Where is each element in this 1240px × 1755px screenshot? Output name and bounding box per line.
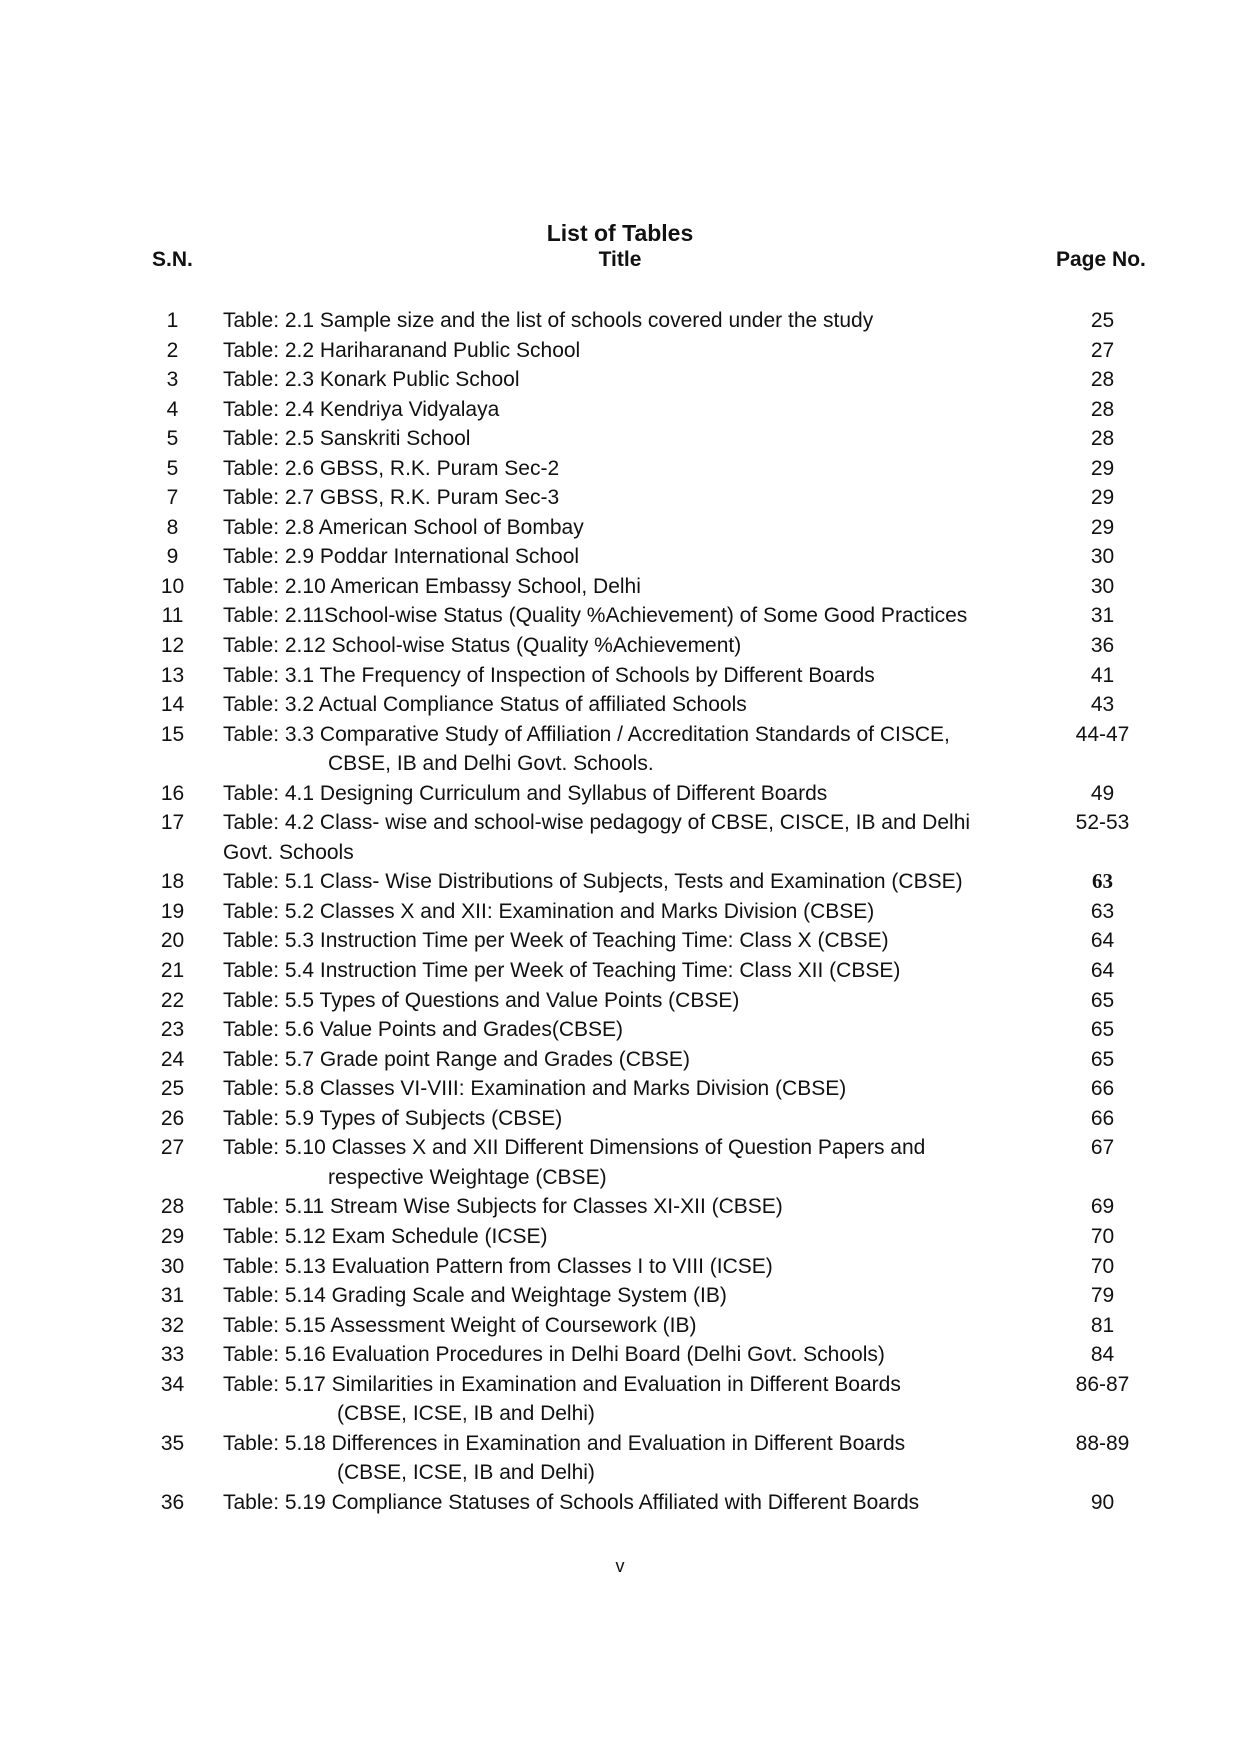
row-page-number: 36	[1090, 634, 1115, 658]
row-serial-number: 13	[160, 663, 185, 687]
row-title-line: Table: 4.2 Class- wise and school-wise pedagogy of CBSE, CISCE, IB and Delhi	[223, 811, 971, 835]
row-serial-number: 32	[160, 1313, 185, 1337]
row-title-line: Table: 2.3 Konark Public School	[223, 368, 520, 392]
row-serial-number: 4	[166, 397, 179, 421]
row-page-number: 29	[1090, 515, 1115, 539]
row-title-line: Table: 2.1 Sample size and the list of schools covered under the study	[223, 309, 874, 332]
row-page-number: 90	[1090, 1490, 1115, 1514]
list-item	[0, 779, 1240, 809]
row-title-line: Table: 4.1 Designing Curriculum and Syllabus of Different Boards	[223, 781, 828, 805]
row-serial-number: 36	[160, 1490, 185, 1514]
row-title	[223, 690, 1023, 720]
row-title-line: (CBSE, ICSE, IB and Delhi)	[337, 1402, 595, 1426]
row-title-line: respective Weightage (CBSE)	[328, 1165, 607, 1189]
row-title	[223, 779, 1023, 809]
row-title-line: Table: 2.12 School-wise Status (Quality %Achievement)	[223, 634, 742, 658]
list-item	[0, 395, 1240, 425]
list-item	[0, 513, 1240, 543]
row-page-number: 66	[1090, 1106, 1115, 1130]
row-serial-number: 16	[160, 781, 185, 805]
list-item	[0, 1252, 1240, 1282]
row-serial-number: 15	[160, 722, 185, 746]
row-serial-number: 5	[166, 456, 179, 480]
row-title	[223, 661, 1023, 691]
row-page-number: 44-47	[1075, 722, 1130, 746]
row-page-number: 67	[1090, 1136, 1115, 1160]
page-title: List of Tables	[546, 220, 694, 246]
row-serial-number: 21	[160, 959, 185, 983]
row-title-line: Table: 5.5 Types of Questions and Value Points (CBSE)	[223, 988, 740, 1012]
list-item	[0, 986, 1240, 1016]
list-item	[0, 572, 1240, 602]
row-title-line: Table: 2.6 GBSS, R.K. Puram Sec-2	[223, 456, 560, 480]
list-item	[0, 483, 1240, 513]
row-serial-number: 31	[160, 1284, 185, 1308]
row-title	[223, 336, 1023, 366]
list-item	[0, 1429, 1240, 1488]
row-page-number: 63	[1090, 899, 1115, 923]
row-title-line: Table: 5.12 Exam Schedule (ICSE)	[223, 1224, 548, 1248]
row-title-line: Table: 5.7 Grade point Range and Grades (CBSE)	[223, 1047, 690, 1071]
row-serial-number: 29	[160, 1224, 185, 1248]
list-item	[0, 1192, 1240, 1222]
row-title-line: Table: 5.17 Similarities in Examination and Evaluation in Different Boards	[223, 1372, 901, 1396]
row-page-number: 30	[1090, 574, 1115, 598]
row-title-line: Table: 3.2 Actual Compliance Status of affiliated Schools	[223, 693, 747, 717]
list-item	[0, 424, 1240, 454]
list-item	[0, 365, 1240, 395]
row-title-line: Table: 5.18 Differences in Examination and Evaluation in Different Boards	[223, 1431, 906, 1455]
row-title-line: CBSE, IB and Delhi Govt. Schools.	[328, 752, 654, 776]
list-item	[0, 956, 1240, 986]
row-title	[223, 601, 1023, 631]
row-serial-number: 19	[160, 899, 185, 923]
row-serial-number: 22	[160, 988, 185, 1012]
row-title-line: Table: 5.19 Compliance Statuses of Schools Affiliated with Different Boards	[223, 1490, 920, 1514]
column-header-title: Title	[598, 248, 642, 271]
row-page-number: 86-87	[1075, 1372, 1130, 1396]
row-page-number: 70	[1090, 1254, 1115, 1278]
column-header-sn: S.N.	[152, 248, 193, 271]
list-item	[0, 542, 1240, 572]
row-page-number: 84	[1090, 1343, 1115, 1367]
row-page-number: 66	[1090, 1077, 1115, 1101]
row-title	[223, 1340, 1023, 1370]
row-title-line: Table: 2.9 Poddar International School	[223, 545, 580, 569]
row-serial-number: 8	[166, 515, 179, 539]
row-page-number: 79	[1090, 1284, 1115, 1308]
row-title-line: Table: 5.9 Types of Subjects (CBSE)	[223, 1106, 563, 1130]
row-serial-number: 30	[160, 1254, 185, 1278]
row-title	[223, 424, 1023, 454]
column-header-page: Page No.	[1056, 248, 1146, 271]
row-title-line: Table: 2.8 American School of Bombay	[223, 515, 584, 539]
row-serial-number: 23	[160, 1018, 185, 1042]
row-title	[223, 720, 1023, 779]
row-title-line: Table: 2.10 American Embassy School, Delhi	[223, 574, 641, 598]
row-page-number: 28	[1090, 427, 1115, 451]
row-page-number: 25	[1090, 309, 1115, 332]
row-serial-number: 17	[160, 811, 185, 835]
row-page-number: 81	[1090, 1313, 1115, 1337]
row-title	[223, 513, 1023, 543]
row-title-line: Table: 5.4 Instruction Time per Week of Teaching Time: Class XII (CBSE)	[223, 959, 901, 983]
row-serial-number: 9	[166, 545, 179, 569]
row-title	[223, 1429, 1023, 1488]
row-serial-number: 33	[160, 1343, 185, 1367]
list-item	[0, 631, 1240, 661]
row-serial-number: 12	[160, 634, 185, 658]
row-page-number: 64	[1090, 959, 1115, 983]
row-title	[223, 365, 1023, 395]
row-title	[223, 395, 1023, 425]
list-item	[0, 1340, 1240, 1370]
list-item	[0, 1045, 1240, 1075]
row-page-number: 29	[1090, 486, 1115, 510]
list-item	[0, 1370, 1240, 1429]
row-serial-number: 20	[160, 929, 185, 953]
row-title-line: Govt. Schools	[223, 840, 354, 864]
row-title-line: Table: 5.1 Class- Wise Distributions of Subjects, Tests and Examination (CBSE)	[223, 870, 963, 894]
row-title	[223, 1192, 1023, 1222]
row-serial-number: 7	[166, 486, 179, 510]
row-serial-number: 3	[166, 368, 179, 392]
list-item	[0, 1311, 1240, 1341]
row-serial-number: 34	[160, 1372, 185, 1396]
row-title-line: Table: 3.3 Comparative Study of Affiliation / Accreditation Standards of CISCE,	[223, 722, 950, 746]
row-serial-number: 14	[160, 693, 185, 717]
row-page-number: 70	[1090, 1224, 1115, 1248]
list-item	[0, 1281, 1240, 1311]
list-item	[0, 1133, 1240, 1192]
row-title	[223, 631, 1023, 661]
row-title	[223, 867, 1023, 897]
list-item	[0, 1015, 1240, 1045]
list-item	[0, 1222, 1240, 1252]
row-page-number: 31	[1090, 604, 1115, 628]
row-serial-number: 18	[160, 870, 185, 894]
list-item	[0, 661, 1240, 691]
row-title	[223, 1311, 1023, 1341]
row-page-number: 41	[1090, 663, 1115, 687]
row-title	[223, 1370, 1023, 1429]
row-serial-number: 28	[160, 1195, 185, 1219]
list-item	[0, 601, 1240, 631]
row-title-line: Table: 5.3 Instruction Time per Week of Teaching Time: Class X (CBSE)	[223, 929, 889, 953]
row-title	[223, 1252, 1023, 1282]
row-page-number: 27	[1090, 338, 1115, 362]
row-page-number: 52-53	[1075, 811, 1130, 835]
row-title	[223, 1281, 1023, 1311]
row-title	[223, 572, 1023, 602]
row-serial-number: 27	[160, 1136, 185, 1160]
row-title-line: Table: 5.6 Value Points and Grades(CBSE)	[223, 1018, 623, 1042]
row-title	[223, 542, 1023, 572]
row-page-number: 43	[1090, 693, 1115, 717]
row-page-number: 64	[1090, 929, 1115, 953]
row-page-number: 63	[1092, 869, 1113, 894]
row-title	[223, 1045, 1023, 1075]
row-title	[223, 986, 1023, 1016]
footer-page-number: v	[615, 1556, 625, 1576]
row-serial-number: 10	[160, 574, 185, 598]
row-title-line: Table: 5.13 Evaluation Pattern from Classes I to VIII (ICSE)	[223, 1254, 773, 1278]
row-page-number: 29	[1090, 456, 1115, 480]
row-serial-number: 2	[166, 338, 179, 362]
row-title	[223, 306, 1023, 336]
row-title	[223, 897, 1023, 927]
row-page-number: 65	[1090, 1047, 1115, 1071]
row-title	[223, 1222, 1023, 1252]
row-title	[223, 454, 1023, 484]
row-title	[223, 808, 1023, 867]
list-item	[0, 926, 1240, 956]
row-serial-number: 25	[160, 1077, 185, 1101]
list-item	[0, 1488, 1240, 1518]
row-title-line: Table: 2.7 GBSS, R.K. Puram Sec-3	[223, 486, 560, 510]
row-title-line: Table: 5.15 Assessment Weight of Coursework (IB)	[223, 1313, 697, 1337]
row-serial-number: 26	[160, 1106, 185, 1130]
row-title	[223, 1074, 1023, 1104]
row-serial-number: 35	[160, 1431, 185, 1455]
list-item	[0, 690, 1240, 720]
row-serial-number: 24	[160, 1047, 185, 1071]
list-item	[0, 897, 1240, 927]
row-title	[223, 483, 1023, 513]
row-serial-number: 5	[166, 427, 179, 451]
row-title-line: Table: 2.11School-wise Status (Quality %Achievement) of Some Good Practices	[223, 604, 968, 628]
list-item	[0, 1074, 1240, 1104]
row-title	[223, 956, 1023, 986]
row-page-number: 69	[1090, 1195, 1115, 1219]
row-page-number: 88-89	[1075, 1431, 1130, 1455]
row-title	[223, 1104, 1023, 1134]
row-title	[223, 926, 1023, 956]
row-title-line: Table: 5.10 Classes X and XII Different Dimensions of Question Papers and	[223, 1136, 926, 1160]
row-title-line: Table: 3.1 The Frequency of Inspection of Schools by Different Boards	[223, 663, 875, 687]
row-title-line: Table: 5.8 Classes VI-VIII: Examination and Marks Division (CBSE)	[223, 1077, 847, 1101]
list-item	[0, 867, 1240, 897]
row-title-line: Table: 5.11 Stream Wise Subjects for Classes XI-XII (CBSE)	[223, 1195, 783, 1219]
row-page-number: 28	[1090, 397, 1115, 421]
row-serial-number: 11	[161, 604, 184, 628]
list-item	[0, 1104, 1240, 1134]
column-header-row	[0, 248, 1240, 278]
row-page-number: 28	[1090, 368, 1115, 392]
row-title-line: Table: 5.14 Grading Scale and Weightage System (IB)	[223, 1284, 727, 1308]
table-list	[0, 306, 1240, 1517]
list-item	[0, 306, 1240, 336]
row-title-line: Table: 5.16 Evaluation Procedures in Delhi Board (Delhi Govt. Schools)	[223, 1343, 885, 1367]
row-serial-number: 1	[166, 309, 179, 332]
row-title-line: (CBSE, ICSE, IB and Delhi)	[337, 1461, 595, 1485]
list-item	[0, 720, 1240, 779]
row-page-number: 65	[1090, 988, 1115, 1012]
row-page-number: 30	[1090, 545, 1115, 569]
row-title	[223, 1015, 1023, 1045]
row-title-line: Table: 2.5 Sanskriti School	[223, 427, 471, 451]
row-title-line: Table: 2.2 Hariharanand Public School	[223, 338, 581, 362]
list-item	[0, 454, 1240, 484]
row-title	[223, 1488, 1023, 1518]
list-item	[0, 808, 1240, 867]
list-item	[0, 336, 1240, 366]
row-page-number: 49	[1090, 781, 1115, 805]
row-page-number: 65	[1090, 1018, 1115, 1042]
row-title	[223, 1133, 1023, 1192]
row-title-line: Table: 2.4 Kendriya Vidyalaya	[223, 397, 500, 421]
row-title-line: Table: 5.2 Classes X and XII: Examination and Marks Division (CBSE)	[223, 899, 875, 923]
